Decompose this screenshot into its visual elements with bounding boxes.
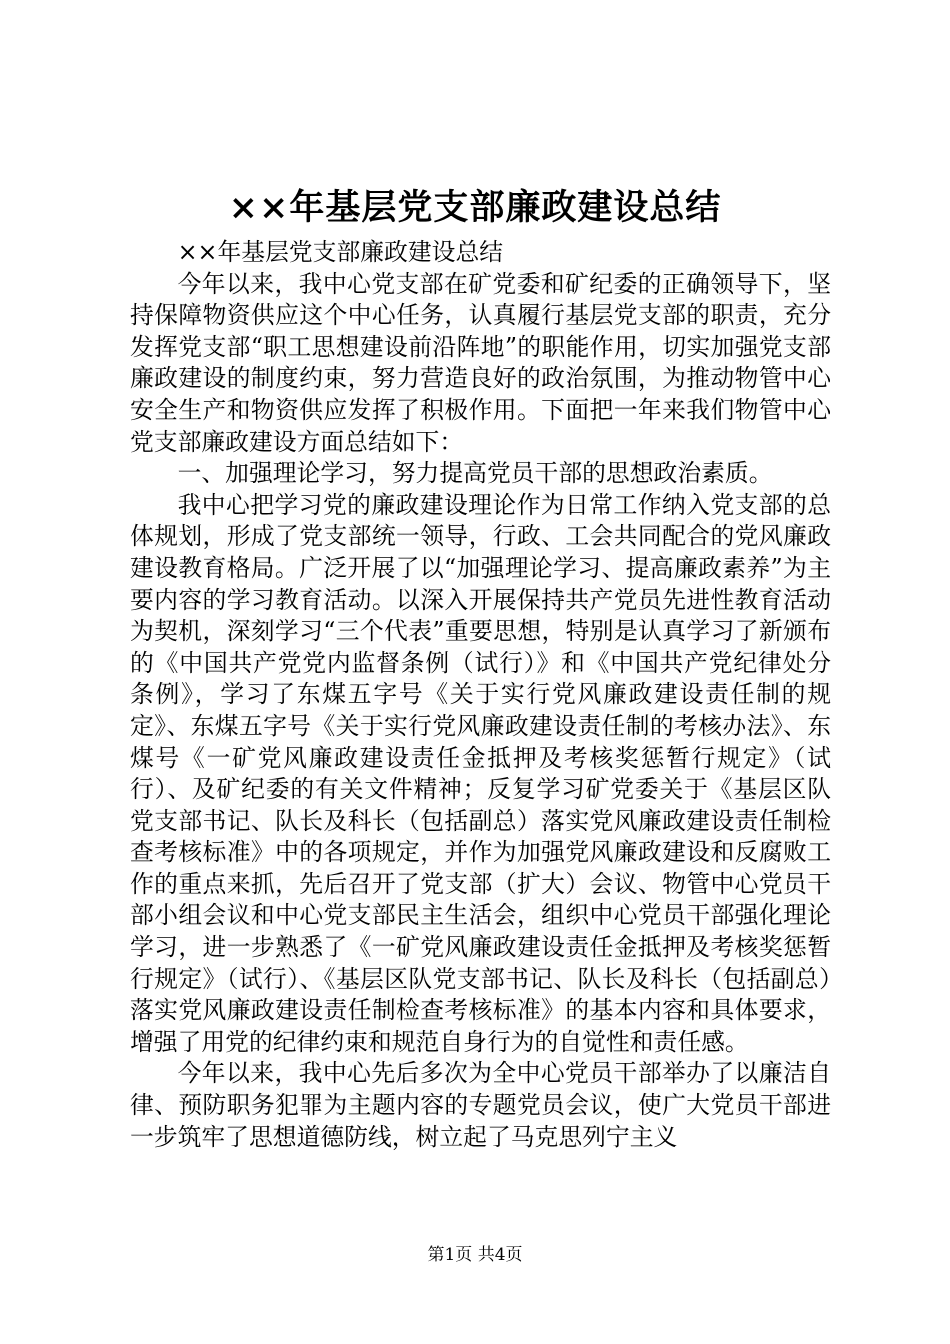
page-number-footer: 第1页 共4页	[427, 1245, 523, 1265]
section-heading-1: 一、加强理论学习，努力提高党员干部的思想政治素质。	[177, 459, 773, 488]
document-body	[130, 237, 831, 1153]
paragraph-special-meetings: 今年以来，我中心先后多次为全中心党员干部举办了以廉洁自律、预防职务犯罪为主题内容的专题党员会议，使广大党员干部进一步筑牢了思想道德防线，树立起了马克思列宁主义	[130, 1059, 831, 1151]
paragraph-theory-study: 我中心把学习党的廉政建设理论作为日常工作纳入党支部的总体规划，形成了党支部统一领导，行政、工会共同配合的党风廉政建设教育格局。广泛开展了以“加强理论学习、提高廉政素养”为主要内容的学习教育活动。以深入开展保持共产党员先进性教育活动为契机，深刻学习“三个代表”重要思想，特别是认真学习了新颁布的《中国共产党党内监督条例（试行）》和《中国共产党纪律处分条例》，学习了东煤五字号《关于实行党风廉政建设责任制的规定》、东煤五字号《关于实行党风廉政建设责任制的考核办法》、东煤号《一矿党风廉政建设责任金抵押及考核奖惩暂行规定》（试行）、及矿纪委的有关文件精神；反复学习矿党委关于《基层区队党支部书记、队长及科长（包括副总）落实党风廉政建设责任制检查考核标准》中的各项规定，并作为加强党风廉政建设和反腐败工作的重点来抓，先后召开了党支部（扩大）会议、物管中心党员干部小组会议和中心党支部民主生活会，组织中心党员干部强化理论学习，进一步熟悉了《一矿党风廉政建设责任金抵押及考核奖惩暂行规定》（试行）、《基层区队党支部书记、队长及科长（包括副总）落实党风廉政建设责任制检查考核标准》的基本内容和具体要求，增强了用党的纪律约束和规范自身行为的自觉性和责任感。	[130, 490, 831, 1056]
paragraph-intro: 今年以来，我中心党支部在矿党委和矿纪委的正确领导下，坚持保障物资供应这个中心任务，认真履行基层党支部的职责，充分发挥党支部“职工思想建设前沿阵地”的职能作用，切实加强党支部廉政建设的制度约束，努力营造良好的政治氛围，为推动物管中心安全生产和物资供应发挥了积极作用。下面把一年来我们物管中心党支部廉政建设方面总结如下：	[130, 269, 831, 456]
document-title: ××年基层党支部廉政建设总结	[228, 187, 722, 228]
paragraph-subtitle: ××年基层党支部廉政建设总结	[177, 238, 504, 266]
